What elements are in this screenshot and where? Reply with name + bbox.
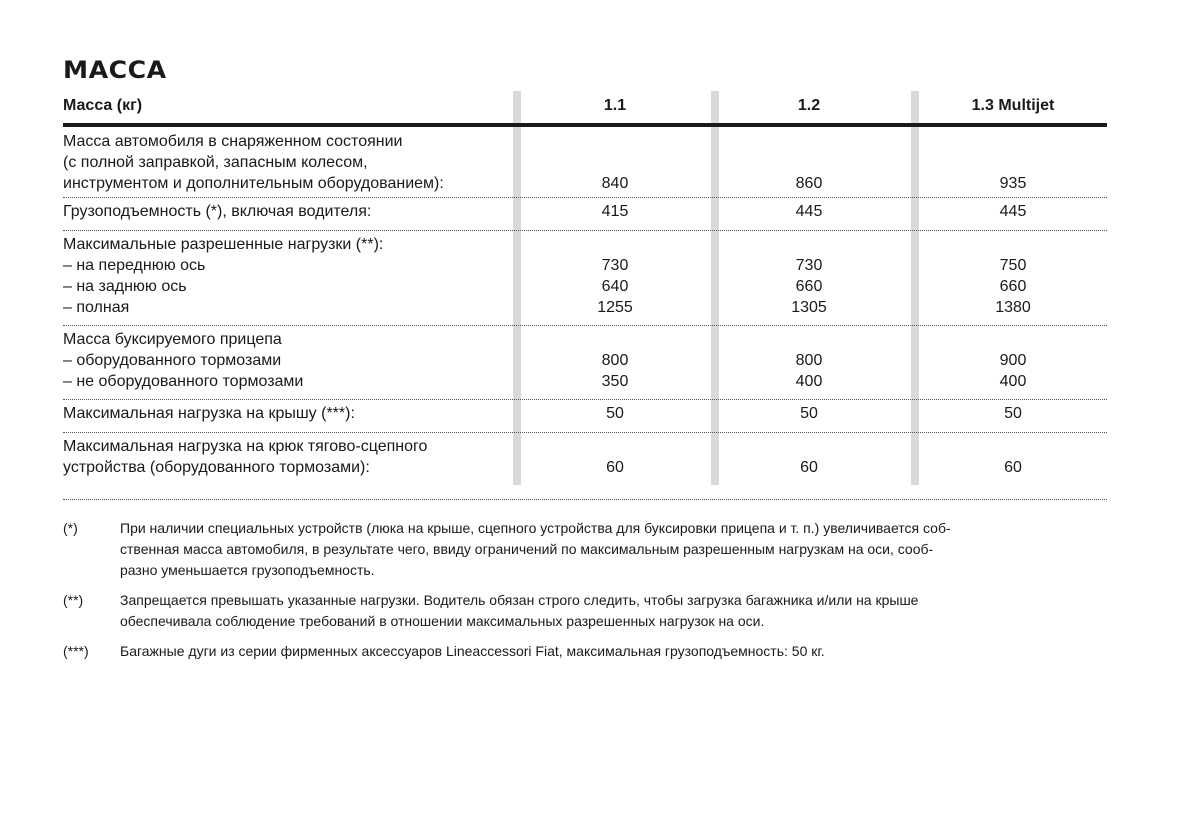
value-cell: 400 [999,373,1027,390]
row-label [63,201,523,222]
value-cell: 400 [795,373,823,390]
value-cell: 1305 [791,299,827,316]
value-cell: 350 [601,373,629,390]
header-col-3: 1.3 Multijet [971,97,1055,114]
footnote-line: Запрещается превышать указанные нагрузки. Водитель обязан строго следить, чтобы загрузка багажника и/или на крыше [120,592,919,608]
row-label-line: Масса буксируемого прицепа [63,331,282,348]
row-label-line: устройства (оборудованного тормозами): [63,459,370,476]
row-label-line: Максимальная нагрузка на крышу (***): [63,405,355,422]
footnote-line: При наличии специальных устройств (люка на крыше, сцепного устройства для буксировки прицепа и т. п.) увеличивается соб- [120,520,951,536]
page-title: МАССА [63,56,167,84]
footnote-text [120,590,1100,632]
row-label [63,403,523,424]
row-label-line: – полная [63,299,130,316]
footnote-line: Багажные дуги из серии фирменных аксессуаров Lineaccessori Fiat, максимальная грузоподъемность: 50 кг. [120,643,825,659]
value-cell: 445 [999,203,1027,220]
value-cell: 640 [601,278,629,295]
row-label-line: Масса автомобиля в снаряженном состоянии [63,133,403,150]
value-cell: 60 [606,459,624,476]
table-row-payload [63,197,1107,231]
value-cell: 1255 [597,299,633,316]
value-cell: 900 [999,352,1027,369]
footnote-line: ственная масса автомобиля, в результате чего, ввиду ограничений по максимальным разрешенным нагрузкам на оси, сооб- [120,541,934,557]
row-label-line: инструментом и дополнительным оборудованием): [63,175,444,192]
value-cell: 60 [800,459,818,476]
row-label [63,234,523,318]
table-row-trailer [63,325,1107,400]
footnote-line: разно уменьшается грузоподъемность. [120,562,375,578]
value-cell: 50 [606,405,624,422]
value-cell: 60 [1004,459,1022,476]
row-label-line: (с полной заправкой, запасным колесом, [63,154,368,171]
value-cell: 730 [795,257,823,274]
table-row-tow-hook [63,432,1107,485]
footnote-2 [63,590,1107,634]
row-label-line: Максимальная нагрузка на крюк тягово-сцепного [63,438,428,455]
value-cell: 800 [795,352,823,369]
row-label-line: Грузоподъемность (*), включая водителя: [63,203,372,220]
row-label [63,436,523,478]
footnote-text [120,518,1100,581]
value-cell: 860 [795,175,823,192]
value-cell: 1380 [995,299,1031,316]
footnote-3 [63,641,1107,663]
footnote-line: обеспечивала соблюдение требований в отношении максимальных разрешенных нагрузок на оси. [120,613,765,629]
footnote-mark: (***) [63,643,89,659]
value-cell: 660 [999,278,1027,295]
footnote-1 [63,518,1107,582]
row-label [63,329,523,392]
footnote-mark: (**) [63,592,84,608]
row-label-line: – на заднюю ось [63,278,187,295]
value-cell: 840 [601,175,629,192]
value-cell: 415 [601,203,629,220]
value-cell: 750 [999,257,1027,274]
table-bottom-rule [63,499,1107,500]
header-label: Масса (кг) [63,97,143,114]
footnote-text [120,641,1100,662]
row-label-line: – не оборудованного тормозами [63,373,304,390]
row-label-line: Максимальные разрешенные нагрузки (**): [63,236,384,253]
table-header [63,91,1107,127]
table-row-curb-weight [63,127,1107,198]
row-label [63,131,523,194]
value-cell: 935 [999,175,1027,192]
row-label-line: – оборудованного тормозами [63,352,282,369]
table-row-max-loads [63,230,1107,326]
header-col-2: 1.2 [797,97,821,114]
header-col-1: 1.1 [603,97,627,114]
footnote-mark: (*) [63,520,78,536]
value-cell: 50 [800,405,818,422]
value-cell: 445 [795,203,823,220]
value-cell: 800 [601,352,629,369]
table-row-roof-load [63,399,1107,433]
value-cell: 730 [601,257,629,274]
value-cell: 660 [795,278,823,295]
value-cell: 50 [1004,405,1022,422]
row-label-line: – на переднюю ось [63,257,206,274]
